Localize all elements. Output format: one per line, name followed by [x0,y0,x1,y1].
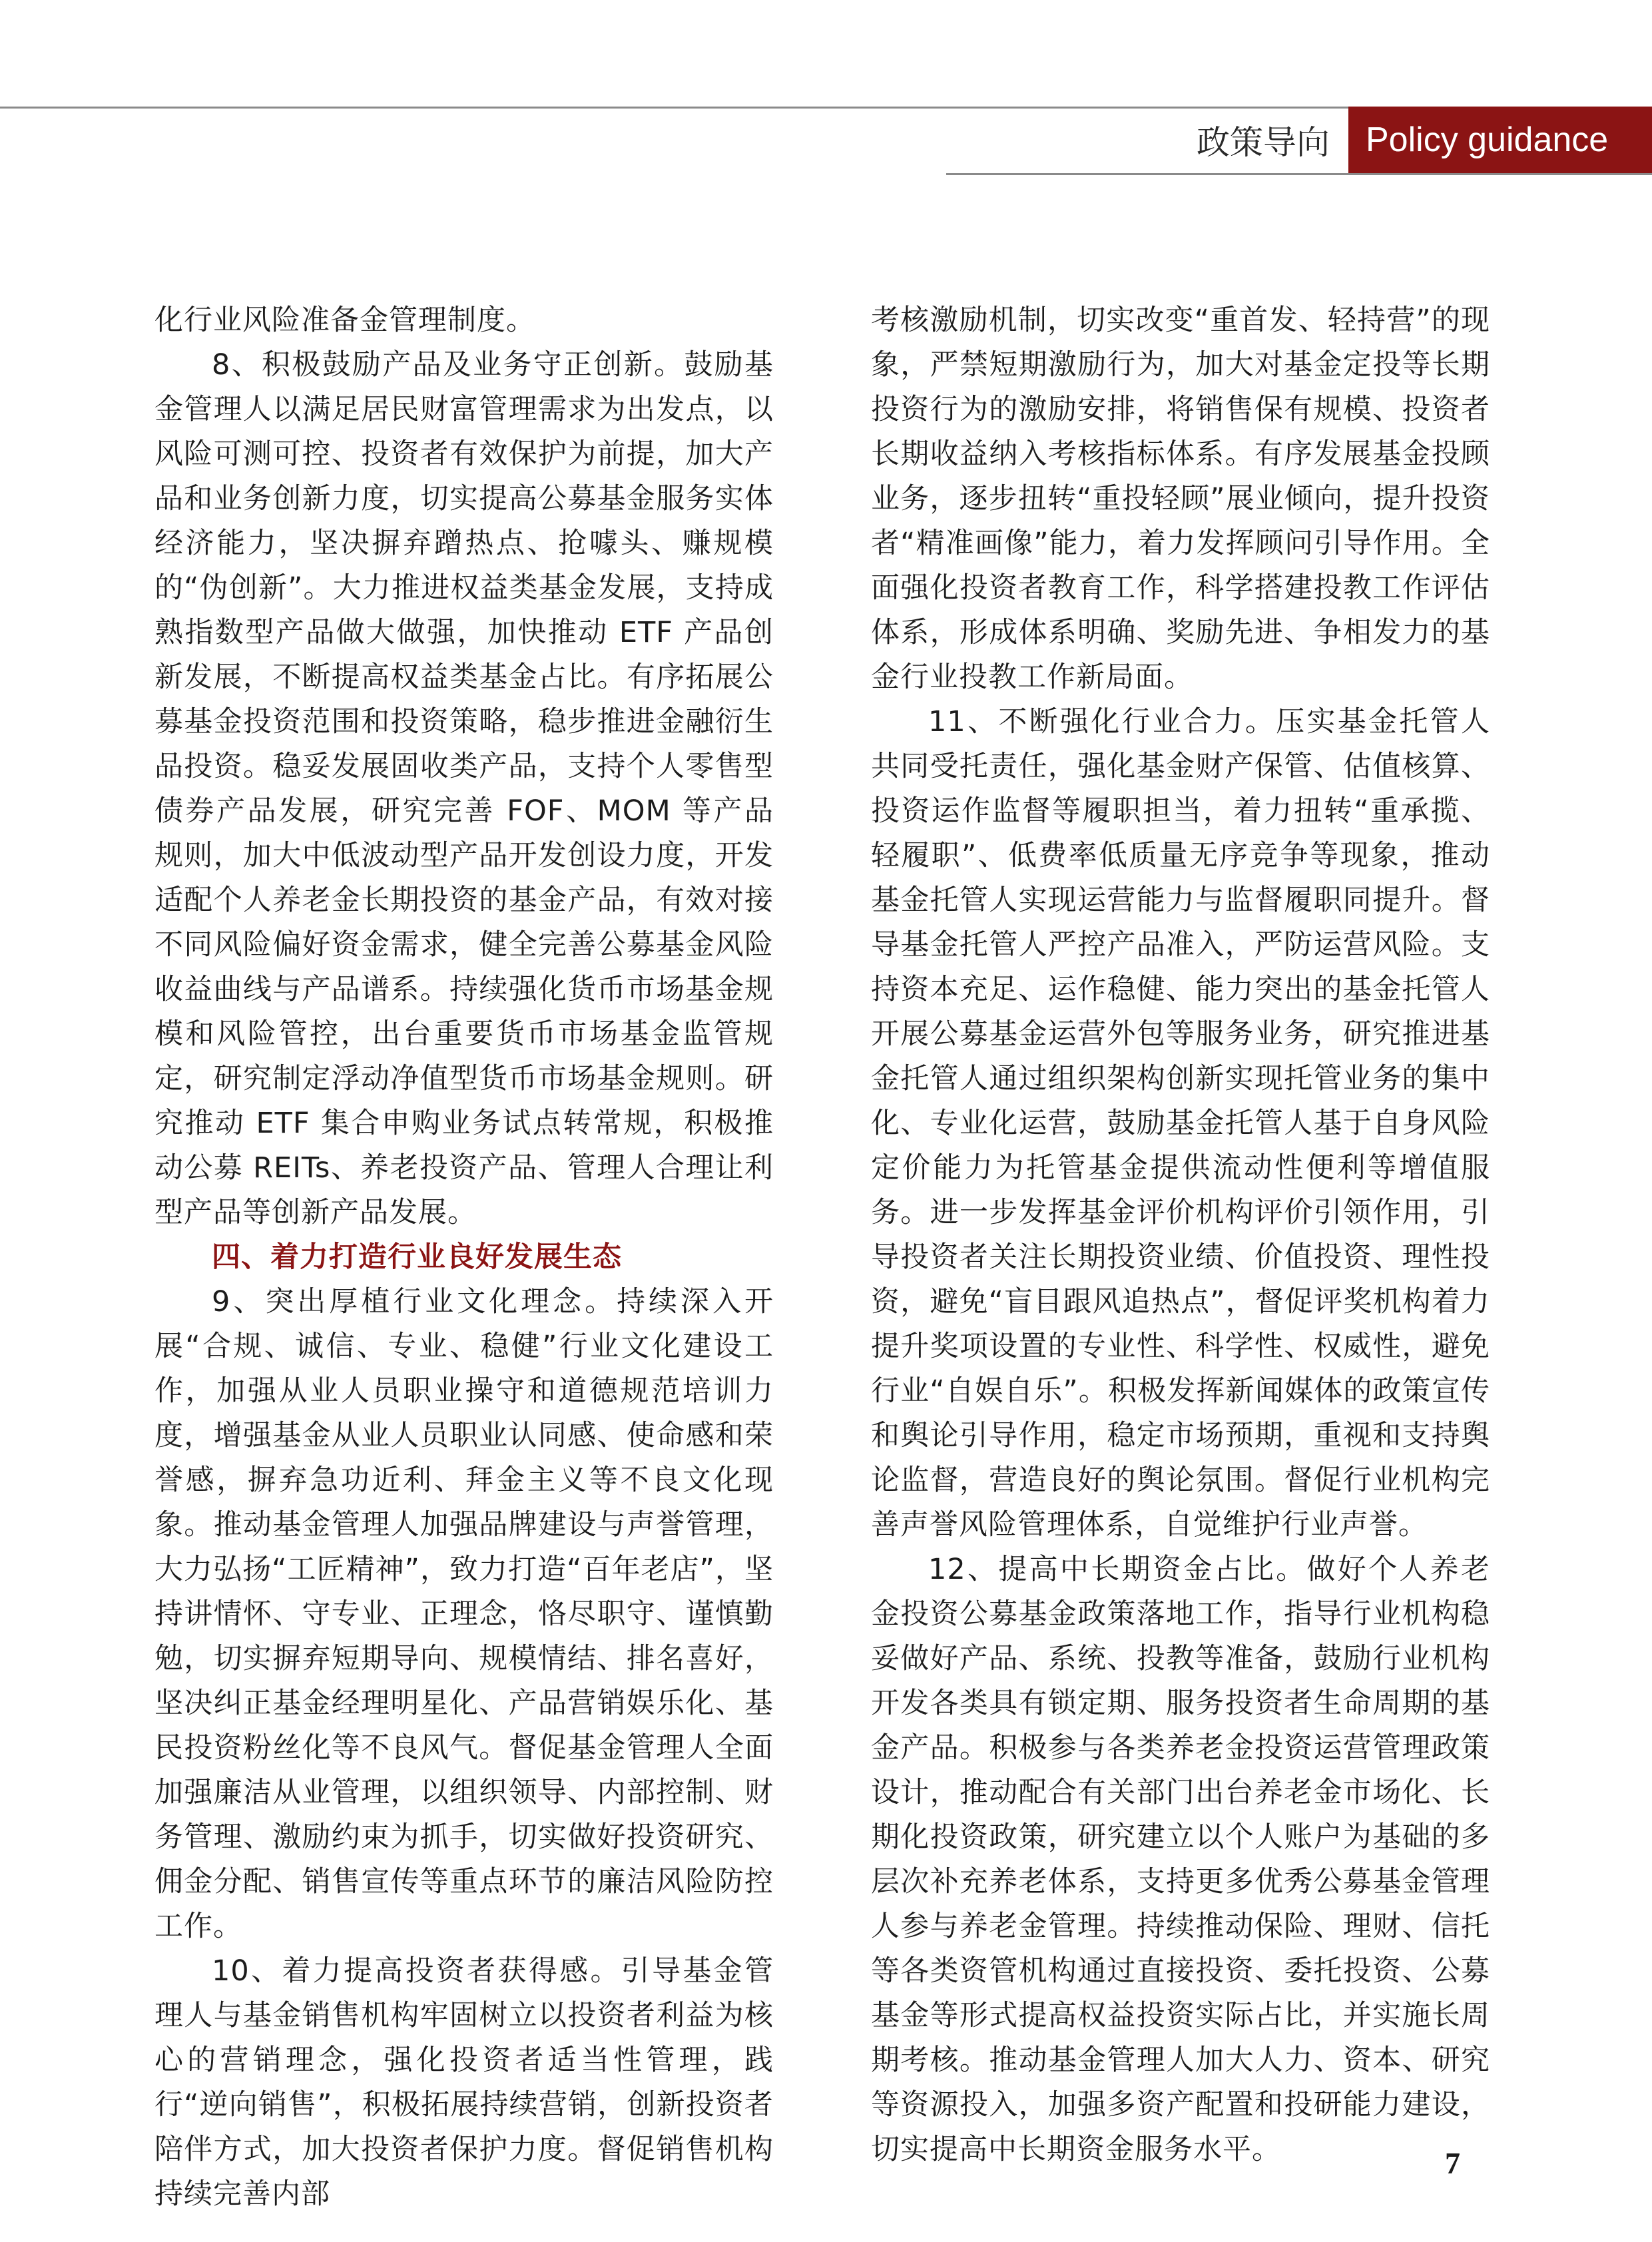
paragraph-item-10: 10、着力提高投资者获得感。引导基金管理人与基金销售机构牢固树立以投资者利益为核心的营销理念，强化投资者适当性管理，践行“逆向销售”，积极拓展持续营销，创新投资者陪伴方式，加大投资者保护力度。督促销售机构持续完善内部 [154,1954,774,2211]
paragraph-item-8: 8、积极鼓励产品及业务守正创新。鼓励基金管理人以满足居民财富管理需求为出发点，以风险可测可控、投资者有效保护为前提，加大产品和业务创新力度，切实提高公募基金服务实体经济能力，坚决摒弃蹭热点、抢噱头、赚规模的“伪创新”。大力推进权益类基金发展，支持成熟指数型产品做大做强，加快推动 ETF 产品创新发展，不断提高权益类基金占比。有序拓展公募基金投资范围和投资策略，稳步推进金融衍生品投资。稳妥发展固收类产品，支持个人零售型债券产品发展，研究完善 FOF、MOM 等产品规则，加大中低波动型产品开发创设力度，开发适配个人养老金长期投资的基金产品，有效对接不同风险偏好资金需求，健全完善公募基金风险收益曲线与产品谱系。持续强化货币市场基金规模和风险管控，出台重要货币市场基金监管规定，研究制定浮动净值型货币市场基金规则。研究推动 ETF 集合申购业务试点转常规，积极推动公募 REITs、养老投资产品、管理人合理让利型产品等创新产品发展。 [154,348,774,1229]
paragraph-continued: 考核激励机制，切实改变“重首发、轻持营”的现象，严禁短期激励行为，加大对基金定投等长期投资行为的激励安排，将销售保有规模、投资者长期收益纳入考核指标体系。有序发展基金投顾业务，逐步扭转“重投轻顾”展业倾向，提升投资者“精准画像”能力，着力发挥顾问引导作用。全面强化投资者教育工作，科学搭建投教工作评估体系，形成体系明确、奖励先进、争相发力的基金行业投教工作新局面。 [871,304,1490,694]
paragraph-continued: 化行业风险准备金管理制度。 [154,304,535,337]
section-title-cn: 政策导向 [1197,123,1330,162]
paragraph-item-9: 9、突出厚植行业文化理念。持续深入开展“合规、诚信、专业、稳健”行业文化建设工作，加强从业人员职业操守和道德规范培训力度，增强基金从业人员职业认同感、使命感和荣誉感，摒弃急功近利、拜金主义等不良文化现象。推动基金管理人加强品牌建设与声誉管理，大力弘扬“工匠精神”，致力打造“百年老店”，坚持讲情怀、守专业、正理念，恪尽职守、谨慎勤勉，切实摒弃短期导向、规模情结、排名喜好，坚决纠正基金经理明星化、产品营销娱乐化、基民投资粉丝化等不良风气。督促基金管理人全面加强廉洁从业管理，以组织领导、内部控制、财务管理、激励约束为抓手，切实做好投资研究、佣金分配、销售宣传等重点环节的廉洁风险防控工作。 [154,1285,774,1943]
section-header [946,107,1652,175]
page-number: 7 [1445,2146,1460,2180]
section-title-en: Policy guidance [1348,107,1652,173]
left-column [154,298,774,2217]
right-column [871,298,1490,2172]
section-heading-4: 四、着力打造行业良好发展生态 [212,1241,622,1274]
paragraph-item-12: 12、提高中长期资金占比。做好个人养老金投资公募基金政策落地工作，指导行业机构稳妥做好产品、系统、投教等准备，鼓励行业机构开发各类具有锁定期、服务投资者生命周期的基金产品。积极参与各类养老金投资运营管理政策设计，推动配合有关部门出台养老金市场化、长期化投资政策，研究建立以个人账户为基础的多层次补充养老体系，支持更多优秀公募基金管理人参与养老金管理。持续推动保险、理财、信托等各类资管机构通过直接投资、委托投资、公募基金等形式提高权益投资实际占比，并实施长周期考核。推动基金管理人加大人力、资本、研究等资源投入，加强多资产配置和投研能力建设，切实提高中长期资金服务水平。 [871,1553,1490,2166]
paragraph-item-11: 11、不断强化行业合力。压实基金托管人共同受托责任，强化基金财产保管、估值核算、投资运作监督等履职担当，着力扭转“重承揽、轻履职”、低费率低质量无序竞争等现象，推动基金托管人实现运营能力与监督履职同提升。督导基金托管人严控产品准入，严防运营风险。支持资本充足、运作稳健、能力突出的基金托管人开展公募基金运营外包等服务业务，研究推进基金托管人通过组织架构创新实现托管业务的集中化、专业化运营，鼓励基金托管人基于自身风险定价能力为托管基金提供流动性便利等增值服务。进一步发挥基金评价机构评价引领作用，引导投资者关注长期投资业绩、价值投资、理性投资，避免“盲目跟风追热点”，督促评奖机构着力提升奖项设置的专业性、科学性、权威性，避免行业“自娱自乐”。积极发挥新闻媒体的政策宣传和舆论引导作用，稳定市场预期，重视和支持舆论监督，营造良好的舆论氛围。督促行业机构完善声誉风险管理体系，自觉维护行业声誉。 [871,705,1490,1541]
